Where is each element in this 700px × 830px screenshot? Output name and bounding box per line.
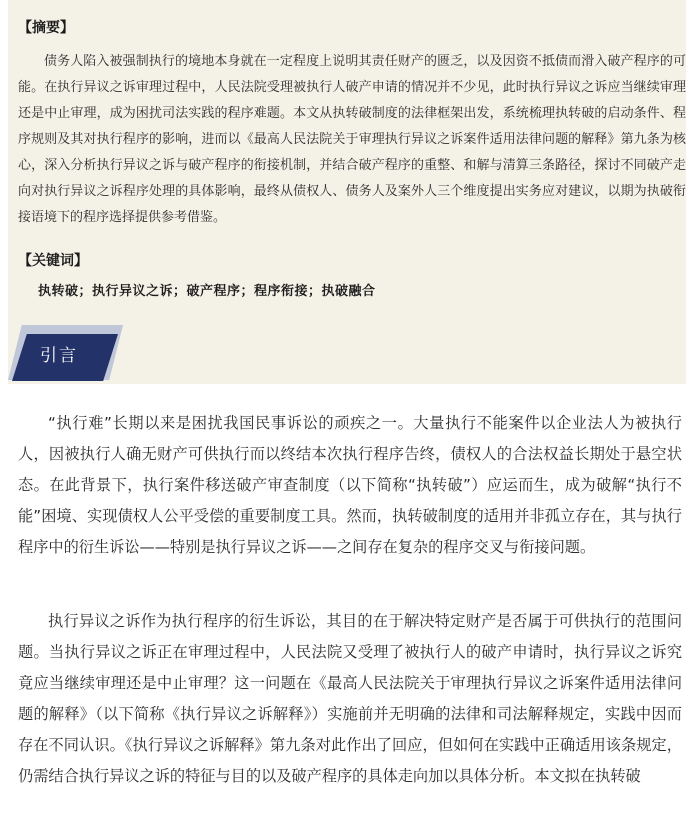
keywords-heading: 【关键词】 [18,253,88,269]
body-paragraph: 执行异议之诉作为执行程序的衍生诉讼，其目的在于解决特定财产是否属于可供执行的范围问题。当执行异议之诉正在审理过程中，人民法院又受理了被执行人的破产申请时，执行异议之诉究竟应当继续审理还是中止审理？这一问题在《最高人民法院关于审理执行异议之诉案件适用法律问题的解释》（以下简称《执行异议之诉解释》）实施前并无明确的法律和司法解释规定，实践中因而存在不同认识。《执行异议之诉解释》第九条对此作出了回应，但如何在实践中正确适用该条规定，仍需结合执行异议之诉的特征与目的以及破产程序的具体走向加以具体分析。本文拟在执转破 [18,612,682,785]
body-paragraph: “执行难”长期以来是困扰我国民事诉讼的顽疾之一。大量执行不能案件以企业法人为被执行人，因被执行人确无财产可供执行而以终结本次执行程序告终，债权人的合法权益长期处于悬空状态。在此背景下，执行案件移送破产审查制度（以下简称“执转破”）应运而生，成为破解“执行不能”困境、实现债权人公平受偿的重要制度工具。然而，执转破制度的适用并非孤立存在，其与执行程序中的衍生诉讼——特别是执行异议之诉——之间存在复杂的程序交叉与衔接问题。 [18,414,682,556]
keywords-text: 执转破；执行异议之诉；破产程序；程序衔接；执破融合 [38,284,376,299]
section-title: 引言 [40,346,78,366]
abstract-heading: 【摘要】 [18,20,74,36]
section-banner [8,325,686,385]
abstract-text: 债务人陷入被强制执行的境地本身就在一定程度上说明其责任财产的匮乏，以及因资不抵债而滑入破产程序的可能。在执行异议之诉审理过程中，人民法院受理被执行人破产申请的情况并不少见，此时执行异议之诉应当继续审理还是中止审理，成为困扰司法实践的程序难题。本文从执转破制度的法律框架出发，系统梳理执转破的启动条件、程序规则及其对执行程序的影响，进而以《最高人民法院关于审理执行异议之诉案件适用法律问题的解释》第九条为核心，深入分析执行异议之诉与破产程序的衔接机制，并结合破产程序的重整、和解与清算三条路径，探讨不同破产走向对执行异议之诉程序处理的具体影响，最终从债权人、债务人及案外人三个维度提出实务应对建议，以期为执破衔接语境下的程序选择提供参考借鉴。 [18,54,686,225]
